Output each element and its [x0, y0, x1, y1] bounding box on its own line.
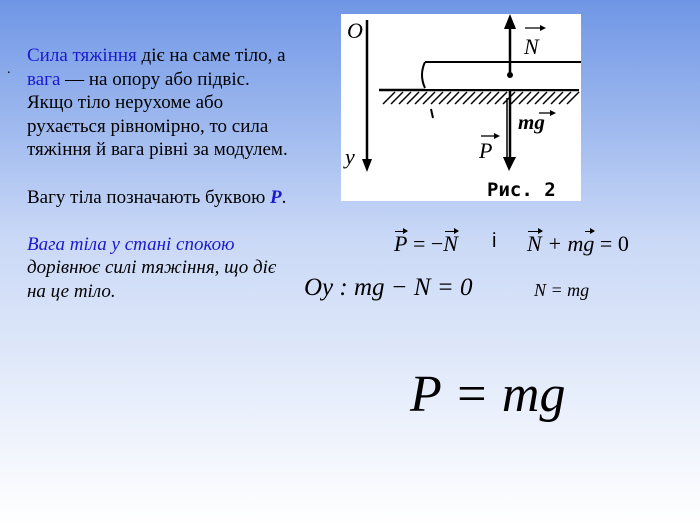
axis-y-label: y: [345, 144, 355, 169]
force-mg-label: mg: [518, 110, 545, 134]
force-n-label: N: [524, 34, 539, 59]
force-p-label: P: [479, 138, 493, 163]
paragraph-equal-modulus: Якщо тіло нерухоме або рухається рівномірно, то сила тяжіння й вага рівні за модулем.: [27, 92, 288, 161]
formula-projection-oy: Oy : mg − N = 0: [304, 274, 473, 301]
paragraph-gravity-weight: Сила тяжіння діє на саме тіло, а вага — на опору або підвіс.: [27, 45, 286, 90]
force-diagram: [341, 14, 581, 201]
conjunction-text: і: [492, 230, 497, 252]
bullet-dot: .: [7, 62, 11, 77]
formula-weight-vector: P = −N: [394, 231, 458, 256]
axis-origin-label: O: [347, 18, 363, 43]
figure-caption: Рис. 2: [487, 179, 556, 201]
force-diagram-svg: [341, 14, 581, 201]
formula-normal-force: N = mg: [534, 280, 590, 300]
paragraph-rest-weight: Вага тіла у стані спокою дорівнює силі тяжіння, що діє на це тіло.: [27, 233, 277, 302]
explanation-text: [27, 44, 289, 304]
formula-weight-result: P = mg: [410, 366, 566, 423]
formula-force-balance: N + mg = 0: [527, 231, 629, 256]
paragraph-notation: Вагу тіла позначають буквою P.: [27, 186, 287, 208]
